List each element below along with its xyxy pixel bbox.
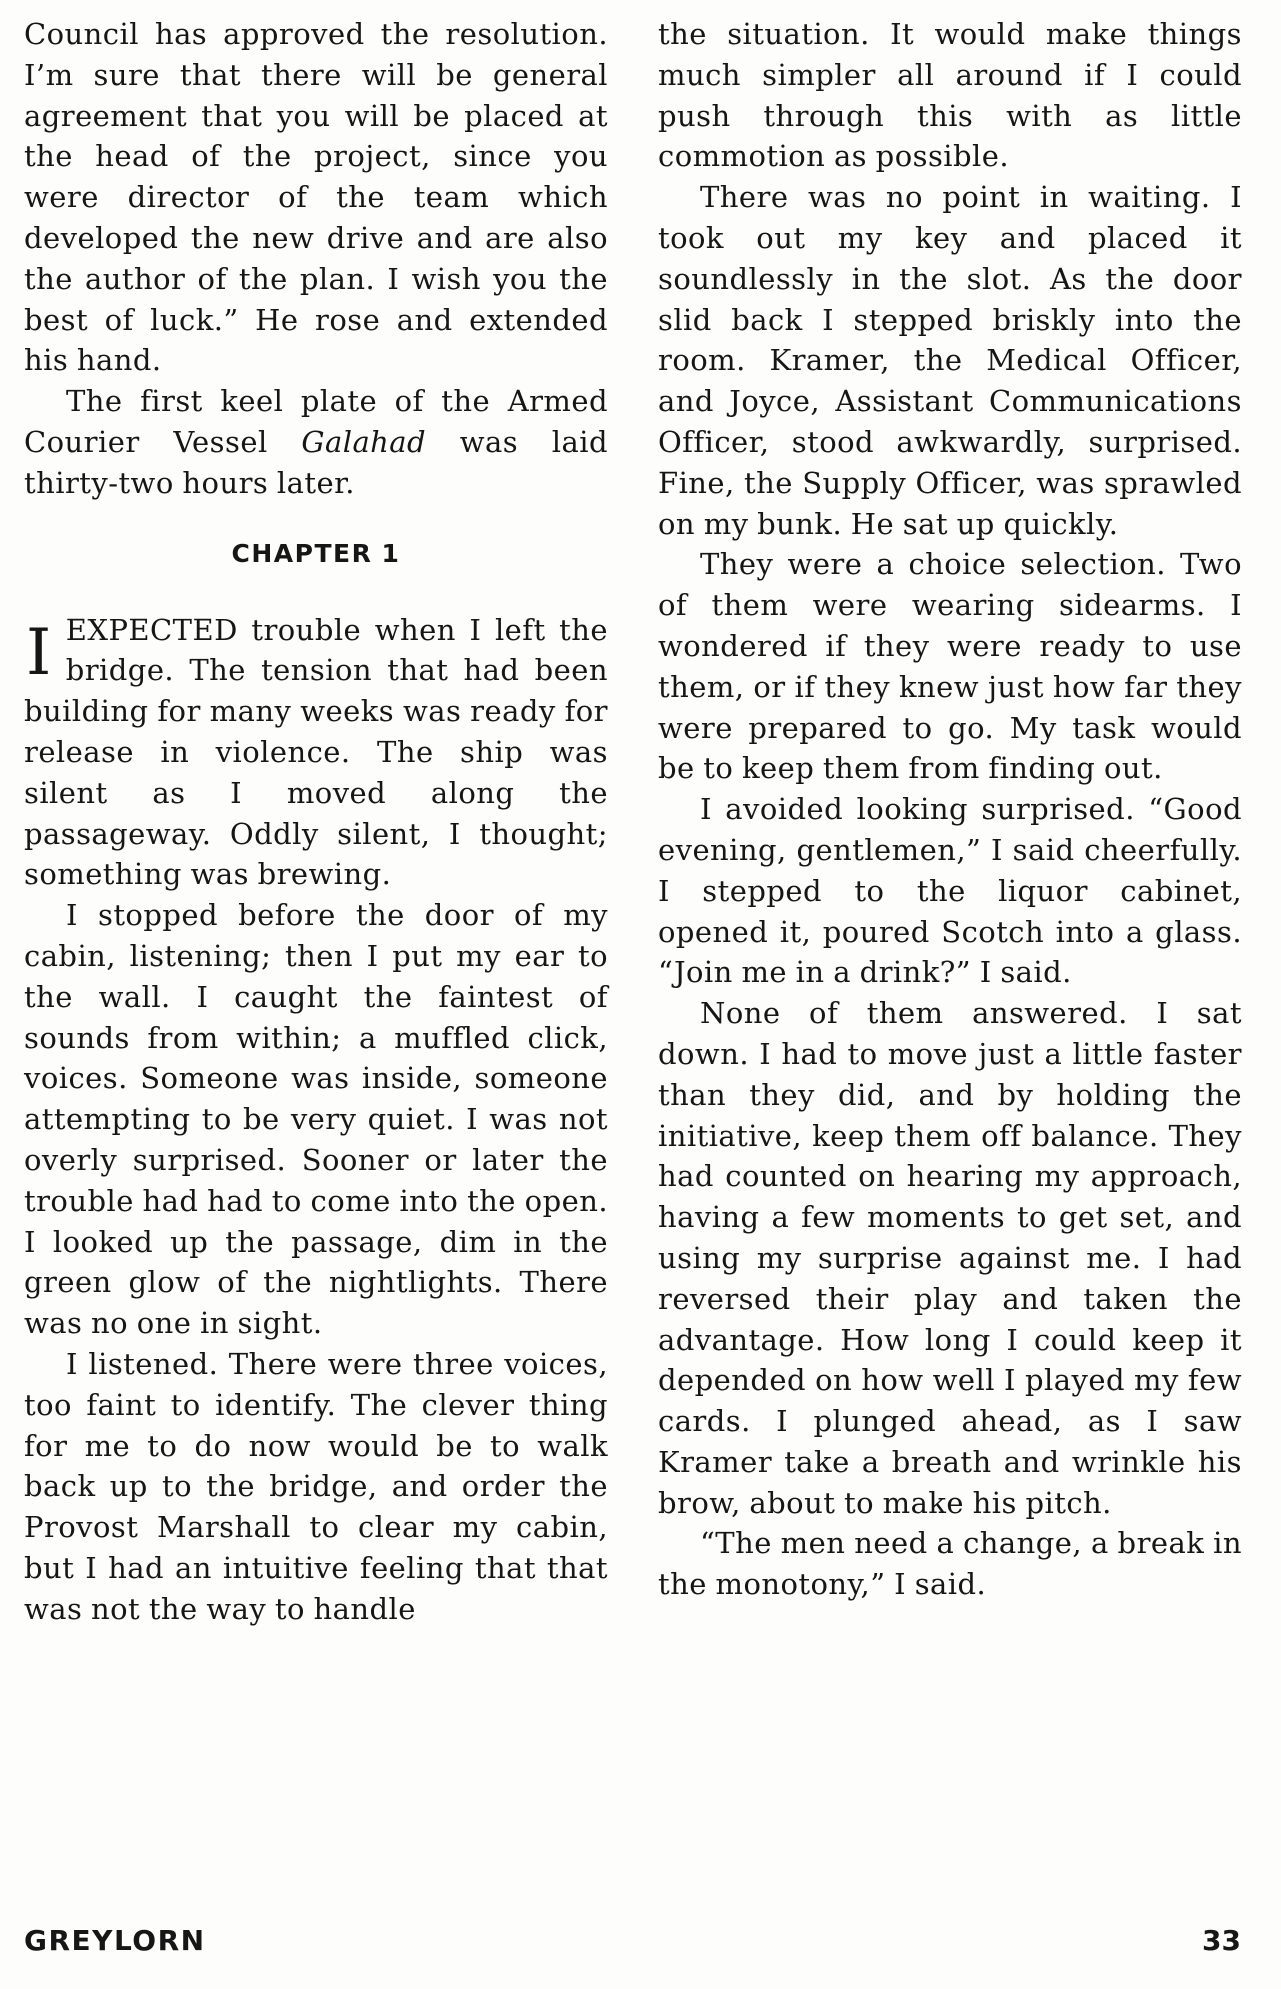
page-number: 33 bbox=[1202, 1924, 1241, 1957]
paragraph-text: The first keel plate of the Armed Courier Vessel bbox=[24, 384, 608, 459]
paragraph-text: was laid thirty-two hours later. bbox=[24, 424, 608, 500]
running-footer-title: GREYLORN bbox=[24, 1924, 206, 1957]
paragraph: Council has approved the resolution. I’m sure that there will be general agreement that you will be placed at the head of the project, since you were director of the team which developed the new drive and are also the author of the plan. I wish you the best of luck.” He rose and extended his hand. bbox=[24, 17, 608, 378]
left-column bbox=[24, 14, 608, 1629]
paragraph: None of them answered. I sat down. I had to move just a little faster than they did, and by holding the initiative, keep them off balance. They had counted on hearing my approach, having a few moments to get set, and using my surprise against me. I had reversed their play and taken the advantage. How long I could keep it depended on how well I played my few cards. I plunged ahead, as I saw Kramer take a breath and wrinkle his brow, about to make his pitch. bbox=[658, 996, 1242, 1520]
paragraph-text: EXPECTED trouble when I left the bridge. The tension that had been building for many weeks was ready for release in violence. The ship was silent as I moved along the passageway. Oddly silent, I thought; something was brewing. bbox=[24, 612, 608, 892]
paragraph bbox=[24, 381, 608, 503]
drop-cap: I bbox=[26, 615, 52, 690]
paragraph: the situation. It would make things much simpler all around if I could push through this with as little commotion as possible. bbox=[658, 17, 1242, 174]
right-column bbox=[658, 14, 1242, 1605]
paragraph: I stopped before the door of my cabin, listening; then I put my ear to the wall. I caught the faintest of sounds from within; a muffled click, voices. Someone was inside, someone attempting to be very quiet. I was not overly surprised. Sooner or later the trouble had had to come into the open. I looked up the passage, dim in the green glow of the nightlights. There was no one in sight. bbox=[24, 898, 608, 1341]
paragraph: There was no point in waiting. I took out my key and placed it soundlessly in the slot. As the door slid back I stepped briskly into the room. Kramer, the Medical Officer, and Joyce, Assistant Communications Officer, stood awkwardly, surprised. Fine, the Supply Officer, was sprawled on my bunk. He sat up quickly. bbox=[658, 180, 1242, 541]
paragraph bbox=[24, 610, 608, 896]
paragraph: “The men need a change, a break in the monotony,” I said. bbox=[658, 1526, 1242, 1602]
chapter-heading: CHAPTER 1 bbox=[231, 538, 401, 568]
paragraph: I avoided looking surprised. “Good evening, gentlemen,” I said cheerfully. I stepped to the liquor cabinet, opened it, poured Scotch into a glass. “Join me in a drink?” I said. bbox=[658, 792, 1242, 990]
ship-name: Galahad bbox=[301, 424, 427, 459]
paragraph: They were a choice selection. Two of them were wearing sidearms. I wondered if they were ready to use them, or if they knew just how far they were prepared to go. My task would be to keep them from finding out. bbox=[658, 547, 1242, 786]
paragraph: I listened. There were three voices, too faint to identify. The clever thing for me to do now would be to walk back up to the bridge, and order the Provost Marshall to clear my cabin, but I had an intuitive feeling that that was not the way to handle bbox=[24, 1346, 608, 1626]
